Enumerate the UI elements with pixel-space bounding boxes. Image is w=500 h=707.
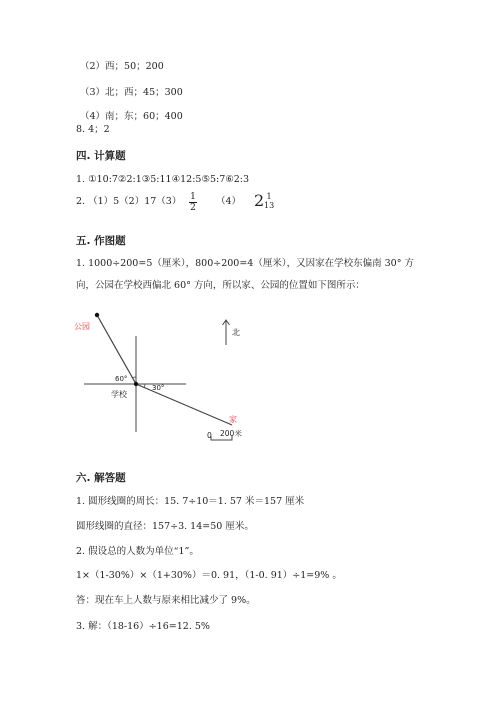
north-label: 北 <box>232 328 240 337</box>
answer-line: 3. 解：（18-16）÷16=12. 5% <box>76 621 210 632</box>
answer-line: （4） <box>216 196 242 207</box>
answer-line: 2. 假设总的人数为单位“1”。 <box>76 546 199 557</box>
scale-zero-label: 0 <box>207 431 212 440</box>
answer-line: 8. 4；2 <box>76 124 110 135</box>
section-heading: 四. 计算题 <box>76 150 126 162</box>
answer-line: 答：现在车上人数与原来相比减少了 9%。 <box>76 595 256 606</box>
home-label: 家 <box>229 415 237 424</box>
answer-line: 圆形线圈的直径：157÷3. 14=50 厘米。 <box>76 521 254 532</box>
angle-60-label: 60° <box>115 375 128 383</box>
answer-line: 2. （1）5（2）17（3） <box>76 196 182 207</box>
answer-line: 1. ①10:7②2:1③5:11④12:5⑤5:7⑥2:3 <box>76 174 250 185</box>
section-heading: 五. 作图题 <box>76 235 126 247</box>
school-to-home-line <box>136 384 232 425</box>
angle-30-label: 30° <box>152 384 165 392</box>
fraction-denominator: 13 <box>264 201 275 210</box>
school-to-park-line <box>97 315 136 384</box>
answer-line: （3）北；西；45；300 <box>80 87 183 98</box>
school-point <box>134 382 138 386</box>
school-label: 学校 <box>111 390 127 399</box>
scale-200-label: 200米 <box>220 429 242 438</box>
fraction-numerator: 1 <box>266 192 272 201</box>
mixed-number-whole: 2 <box>254 191 265 210</box>
answer-line: （4）南；东；60；400 <box>80 111 183 122</box>
answer-line: 1. 1000÷200=5（厘米），800÷200=4（厘米），又因家在学校东偏南 30° 方 <box>76 258 414 269</box>
answer-line: （2）西；50；200 <box>80 61 164 72</box>
answer-line: 1. 圆形线圈的周长：15. 7÷10＝1. 57 米＝157 厘米 <box>76 496 305 507</box>
answer-line: 1×（1-30%）×（1+30%）＝0. 91，（1-0. 91）÷1=9% 。 <box>76 570 342 581</box>
park-point <box>95 313 99 317</box>
fraction-denominator: 2 <box>190 203 196 213</box>
fraction-numerator: 1 <box>190 192 196 202</box>
section-heading: 六. 解答题 <box>76 472 126 484</box>
park-label: 公园 <box>74 322 90 331</box>
answer-line: 向，公园在学校西偏北 60° 方向，所以家、公园的位置如下图所示： <box>76 280 365 291</box>
